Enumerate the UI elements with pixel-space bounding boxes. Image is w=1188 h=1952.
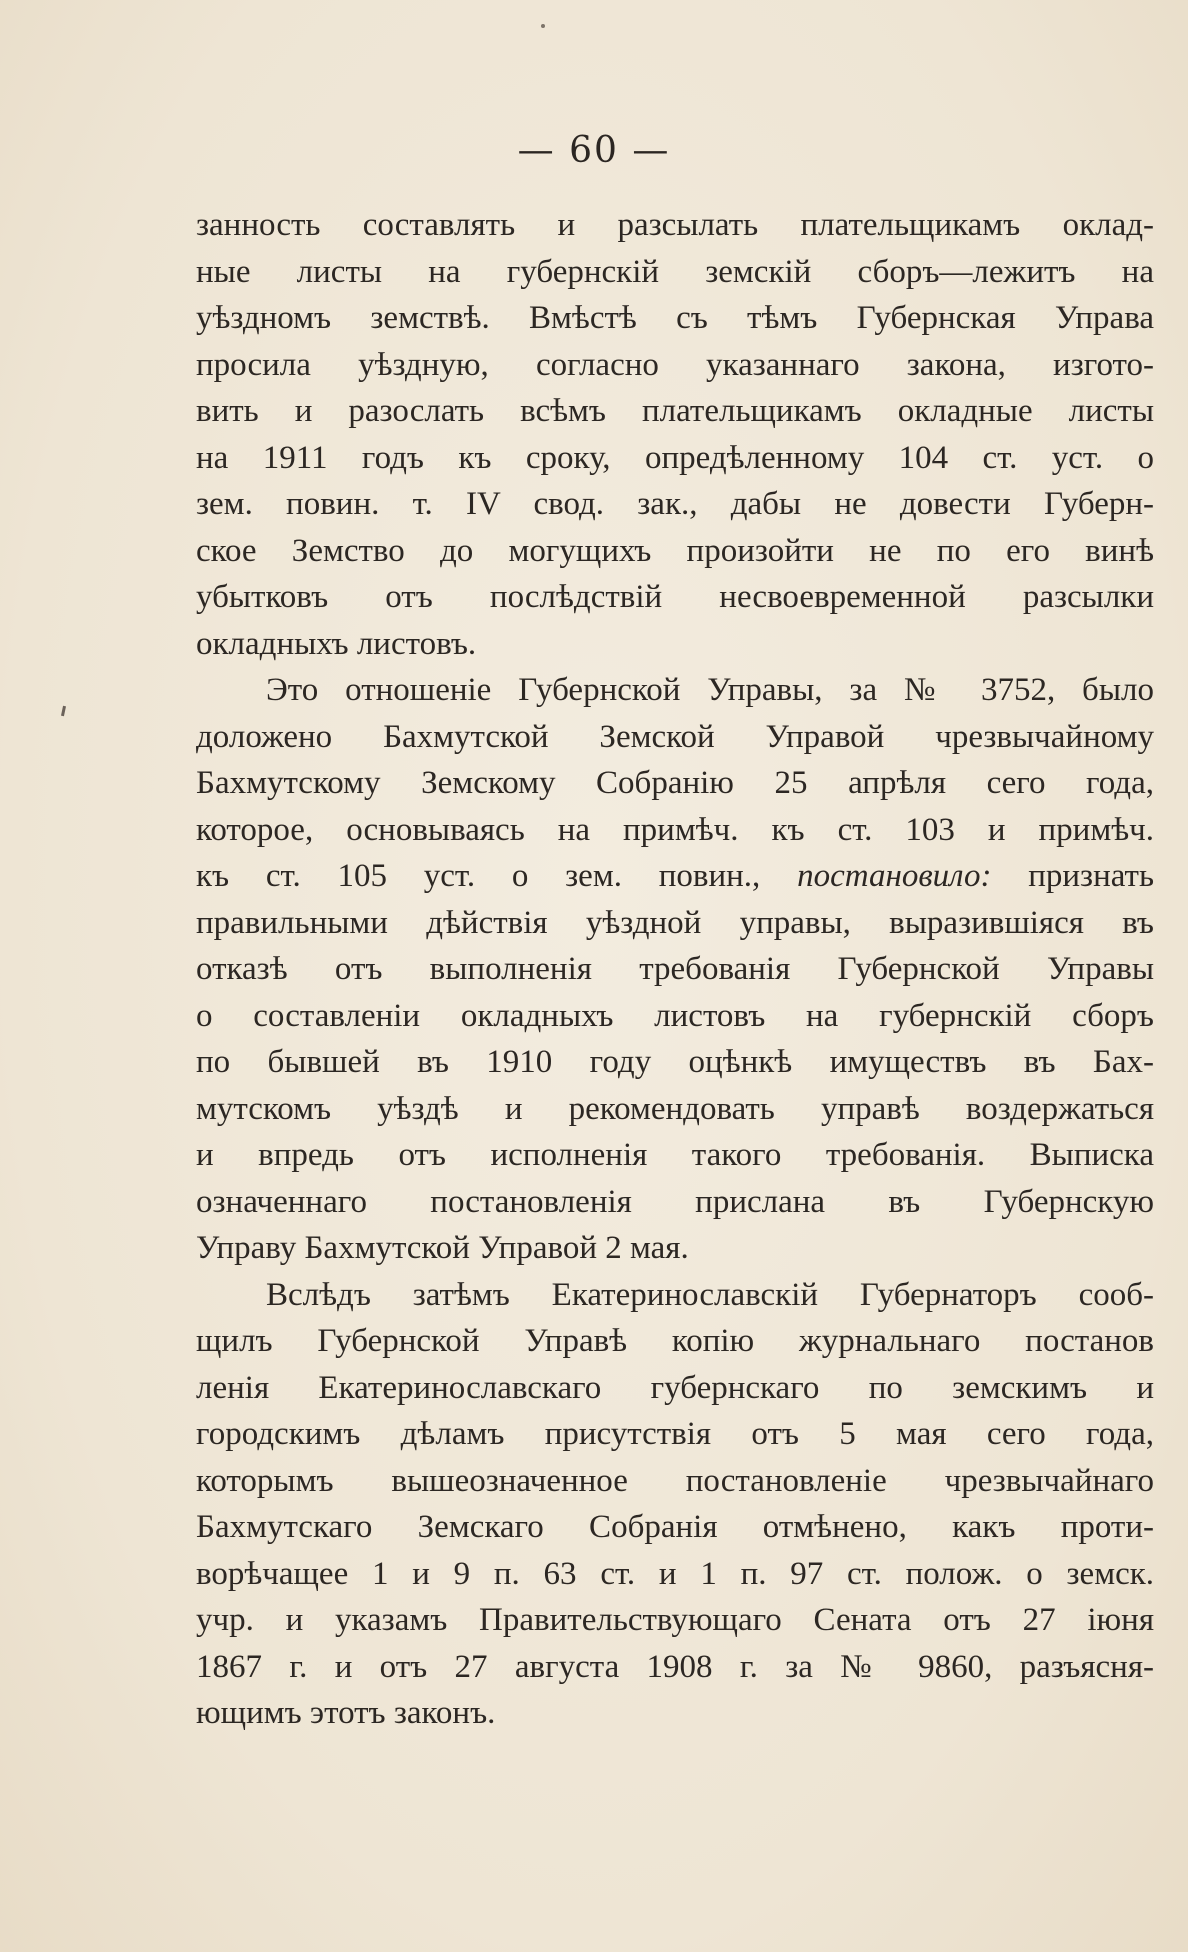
- text-segment: признать: [991, 858, 1154, 894]
- text-line: Бахмутскому Земскому Собранію 25 апрѣля сего года,: [196, 765, 1154, 801]
- text-line: правильными дѣйствія уѣздной управы, выразившіяся въ: [196, 904, 1154, 941]
- text-line: ское Земство до могущихъ произойти не по его винѣ: [196, 532, 1154, 569]
- text-line-paragraph-start: Вслѣдъ затѣмъ Екатеринославскій Губернаторъ сооб-: [266, 1276, 1154, 1313]
- text-line: означеннаго постановленія прислана въ Губернскую: [196, 1183, 1154, 1220]
- text-line: убытковъ отъ послѣдствій несвоевременной разсылки: [196, 579, 1154, 615]
- text-line: уѣздномъ земствѣ. Вмѣстѣ съ тѣмъ Губернская Управа: [196, 300, 1154, 336]
- text-line-paragraph-end: Управу Бахмутской Управой 2 мая.: [196, 1230, 689, 1266]
- text-line: занность составлять и разсылать плательщикамъ оклад-: [196, 207, 1154, 243]
- text-line: ворѣчащее 1 и 9 п. 63 ст. и 1 п. 97 ст. полож. о земск.: [196, 1555, 1154, 1592]
- text-line: которое, основываясь на примѣч. къ ст. 103 и примѣч.: [196, 811, 1154, 848]
- text-line: по бывшей въ 1910 году оцѣнкѣ имуществъ въ Бах-: [196, 1044, 1154, 1080]
- text-line: зем. повин. т. IV свод. зак., дабы не довести Губерн-: [196, 486, 1154, 522]
- text-line-with-italic: [196, 853, 1154, 900]
- text-line: Бахмутскаго Земскаго Собранія отмѣнено, какъ проти-: [196, 1509, 1154, 1545]
- text-line: ные листы на губернскій земскій сборъ—лежитъ на: [196, 253, 1154, 290]
- text-segment: къ ст. 105 уст. о зем. повин.,: [196, 858, 798, 894]
- text-line: учр. и указамъ Правительствующаго Сената отъ 27 іюня: [196, 1602, 1154, 1638]
- text-line: просила уѣздную, согласно указаннаго закона, изгото-: [196, 346, 1154, 383]
- body-text: [196, 202, 1154, 1737]
- text-line: о составленіи окладныхъ листовъ на губернскій сборъ: [196, 997, 1154, 1034]
- text-line-paragraph-end: ющимъ этотъ законъ.: [196, 1695, 496, 1731]
- text-line: которымъ вышеозначенное постановленіе чрезвычайнаго: [196, 1462, 1154, 1499]
- text-line-paragraph-end: окладныхъ листовъ.: [196, 625, 477, 662]
- paper-speck: [541, 24, 545, 28]
- text-line-paragraph-start: Это отношеніе Губернской Управы, за № 3752, было: [266, 672, 1154, 708]
- text-line: на 1911 годъ къ сроку, опредѣленному 104 ст. уст. о: [196, 439, 1154, 476]
- text-line: вить и разослать всѣмъ плательщикамъ окладные листы: [196, 393, 1154, 429]
- text-line: доложено Бахмутской Земской Управой чрезвычайному: [196, 718, 1154, 755]
- text-line: городскимъ дѣламъ присутствія отъ 5 мая сего года,: [196, 1416, 1154, 1452]
- page-number: — 60 —: [517, 130, 671, 171]
- text-line: щилъ Губернской Управѣ копію журнальнаго постанов: [196, 1323, 1154, 1359]
- margin-mark: [61, 706, 66, 716]
- text-line: 1867 г. и отъ 27 августа 1908 г. за № 9860, разъясня-: [196, 1648, 1154, 1685]
- text-line: и впредь отъ исполненія такого требованія. Выписка: [196, 1137, 1154, 1173]
- text-line: отказѣ отъ выполненія требованія Губернской Управы: [196, 951, 1154, 987]
- text-line: мутскомъ уѣздѣ и рекомендовать управѣ воздержаться: [196, 1090, 1154, 1127]
- text-line: ленія Екатеринославскаго губернскаго по земскимъ и: [196, 1369, 1154, 1406]
- italic-term: постановило:: [797, 858, 992, 894]
